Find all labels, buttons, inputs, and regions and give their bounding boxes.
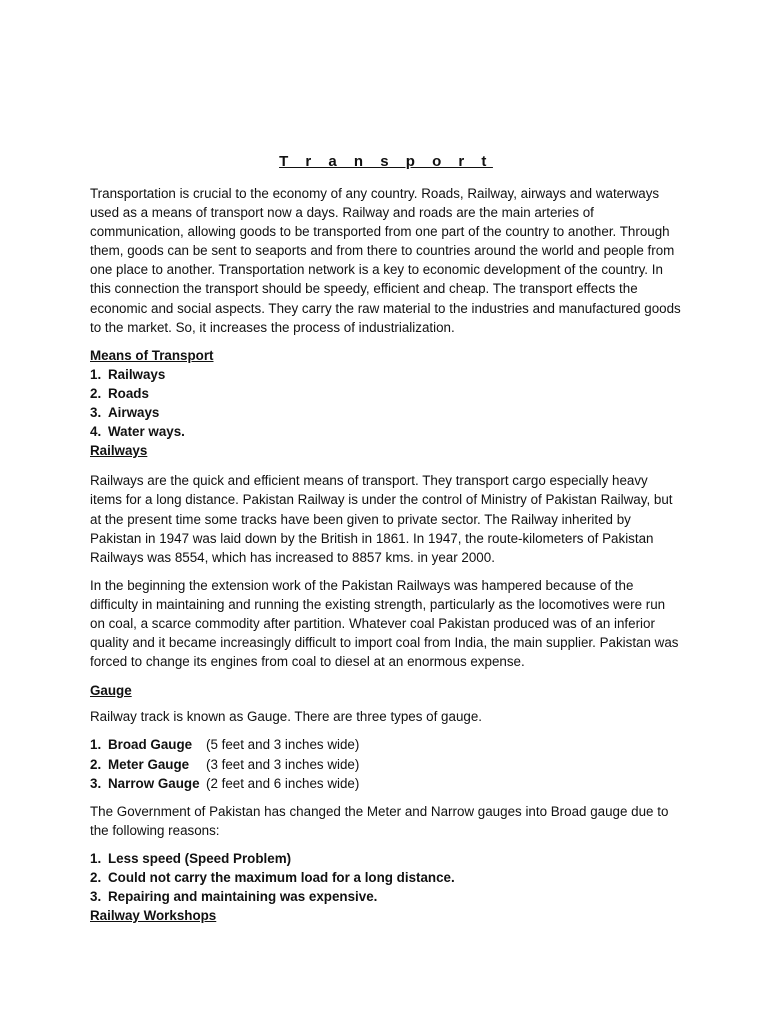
list-text: Less speed (Speed Problem): [108, 850, 292, 866]
list-number: 3.: [90, 405, 102, 421]
list-text: Repairing and maintaining was expensive.: [108, 889, 378, 905]
list-item: [90, 403, 682, 422]
gauge-types-list: [90, 735, 682, 792]
list-item: [90, 868, 682, 887]
reasons-list: [90, 849, 682, 906]
list-text: Railways: [108, 366, 166, 382]
railways-heading: Railways: [90, 443, 148, 459]
list-number: 2.: [90, 756, 102, 772]
gauge-description: (2 feet and 6 inches wide): [206, 775, 360, 791]
list-item: [90, 365, 682, 384]
gauge-name: Meter Gauge: [108, 756, 190, 772]
list-item: [90, 849, 682, 868]
gauge-name: Narrow Gauge: [108, 775, 200, 791]
gauge-description: (5 feet and 3 inches wide): [206, 737, 360, 753]
means-list: [90, 365, 682, 441]
list-number: 3.: [90, 775, 102, 791]
gauge-description: (3 feet and 3 inches wide): [206, 756, 360, 772]
list-text: Water ways.: [108, 424, 185, 440]
intro-paragraph: Transportation is crucial to the economy of any country. Roads, Railway, airways and waterways used as a means of transport now a days. Railway and roads are the main arteries of communication, allowing goods to be transported from one part of the country to another. Through them, goods can be sent to seaports and from there to countries around the world and people from one place to another. Transportation network is a key to economic development of the country. In this connection the transport should be speedy, efficient and cheap. The transport effects the economic and social aspects. They carry the raw material to the industries and manufactured goods to the market. So, it increases the process of industrialization.: [90, 186, 681, 335]
list-number: 2.: [90, 385, 102, 401]
list-text: Roads: [108, 385, 149, 401]
list-number: 3.: [90, 889, 102, 905]
railways-paragraph-2: In the beginning the extension work of the Pakistan Railways was hampered because of the difficulty in maintaining and running the existing strength, particularly as the locomotives were run on coal, a scarce commodity after partition. Whatever coal Pakistan produced was of an inferior quality and it became increasingly difficult to import coal from India, the main supplier. Pakistan was forced to change its engines from coal to diesel at an enormous expense.: [90, 577, 679, 670]
means-heading: Means of Transport: [90, 347, 214, 363]
list-number: 4.: [90, 424, 102, 440]
railways-paragraph-1: Railways are the quick and efficient means of transport. They transport cargo especially heavy items for a long distance. Pakistan Railway is under the control of Ministry of Pakistan Railway, but at the present time some tracks have been given to private sector. The Railway inherited by Pakistan in 1947 was laid down by the British in 1861. In 1947, the route-kilometers of Pakistan Railways was 8554, which has increased to 8857 kms. in year 2000.: [90, 473, 673, 565]
gauge-name: Broad Gauge: [108, 737, 193, 753]
list-item: [90, 774, 682, 793]
list-item: [90, 887, 682, 906]
list-text: Airways: [108, 405, 160, 421]
list-number: 1.: [90, 366, 102, 382]
list-item: [90, 422, 682, 441]
list-number: 1.: [90, 737, 102, 753]
document-body: [90, 152, 682, 925]
page-title: T r a n s p o r t: [279, 153, 493, 170]
list-number: 2.: [90, 870, 102, 885]
list-item: [90, 384, 682, 403]
list-number: 1.: [90, 850, 102, 866]
gauge-heading: Gauge: [90, 683, 132, 699]
workshops-heading: Railway Workshops: [90, 908, 217, 924]
spacer: [90, 793, 682, 802]
list-text: Could not carry the maximum load for a long distance.: [108, 870, 455, 885]
gauge-change-paragraph: The Government of Pakistan has changed the Meter and Narrow gauges into Broad gauge due to the following reasons:: [90, 803, 669, 838]
gauge-intro: Railway track is known as Gauge. There are three types of gauge.: [90, 709, 483, 725]
list-item: [90, 735, 682, 754]
list-item: [90, 755, 682, 774]
